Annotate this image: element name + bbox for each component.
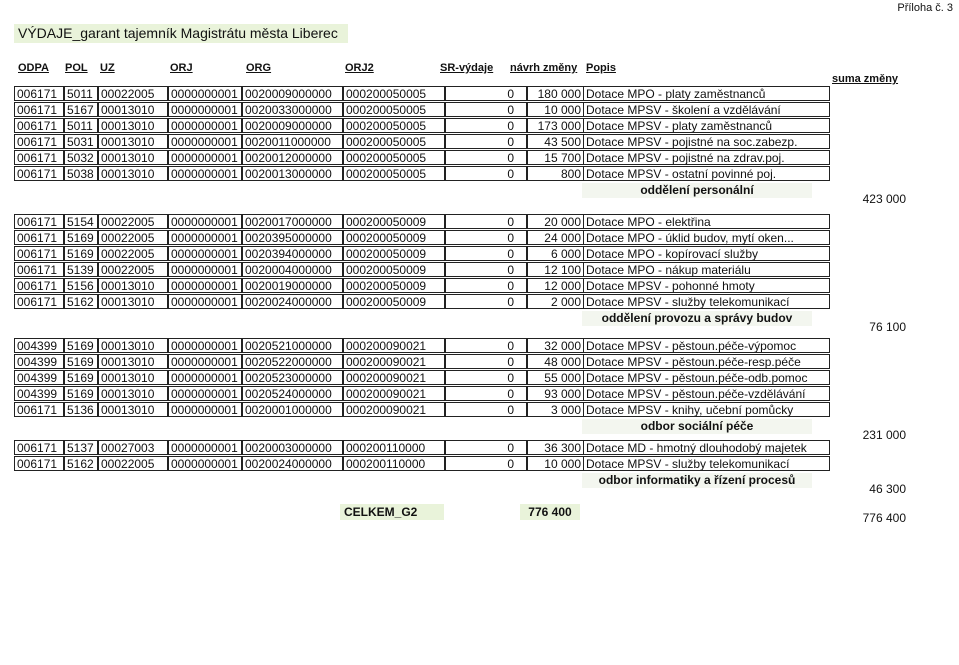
cell-orj2: 000200090021 bbox=[343, 386, 445, 401]
cell-pol: 5169 bbox=[64, 370, 98, 385]
cell-desc: Dotace MPO - úklid budov, mytí oken... bbox=[583, 230, 830, 245]
cell-odpa: 006171 bbox=[14, 134, 64, 149]
cell-desc: Dotace MPSV - pojistné na soc.zabezp. bbox=[583, 134, 830, 149]
cell-amount: 15 700 bbox=[527, 150, 583, 165]
cell-sr: 0 bbox=[445, 370, 527, 385]
cell-org: 0020011000000 bbox=[242, 134, 343, 149]
cell-odpa: 006171 bbox=[14, 294, 64, 309]
cell-pol: 5038 bbox=[64, 166, 98, 181]
cell-uz: 00013010 bbox=[98, 150, 168, 165]
cell-amount: 36 300 bbox=[527, 440, 583, 455]
header-orj2: ORJ2 bbox=[345, 62, 374, 74]
table-row bbox=[14, 402, 834, 418]
table-row bbox=[14, 166, 834, 182]
cell-org: 0020001000000 bbox=[242, 402, 343, 417]
department-label: odbor sociální péče bbox=[582, 419, 812, 434]
cell-amount: 2 000 bbox=[527, 294, 583, 309]
cell-orj2: 000200050005 bbox=[343, 102, 445, 117]
cell-odpa: 006171 bbox=[14, 278, 64, 293]
cell-odpa: 006171 bbox=[14, 102, 64, 117]
cell-orj2: 000200050005 bbox=[343, 86, 445, 101]
cell-org: 0020004000000 bbox=[242, 262, 343, 277]
cell-sr: 0 bbox=[445, 134, 527, 149]
cell-org: 0020524000000 bbox=[242, 386, 343, 401]
cell-desc: Dotace MPO - elektřina bbox=[583, 214, 830, 229]
cell-org: 0020024000000 bbox=[242, 294, 343, 309]
cell-odpa: 006171 bbox=[14, 230, 64, 245]
cell-sr: 0 bbox=[445, 354, 527, 369]
cell-orj: 0000000001 bbox=[168, 386, 242, 401]
table-row bbox=[14, 230, 834, 246]
table-row bbox=[14, 246, 834, 262]
cell-pol: 5162 bbox=[64, 456, 98, 471]
cell-orj2: 000200110000 bbox=[343, 440, 445, 455]
cell-amount: 6 000 bbox=[527, 246, 583, 261]
header-navrh-zmeny: návrh změny bbox=[510, 62, 578, 74]
cell-desc: Dotace MPSV - pěstoun.péče-odb.pomoc bbox=[583, 370, 830, 385]
cell-amount: 55 000 bbox=[527, 370, 583, 385]
cell-orj2: 000200050009 bbox=[343, 262, 445, 277]
cell-orj: 0000000001 bbox=[168, 214, 242, 229]
cell-desc: Dotace MPSV - školení a vzdělávání bbox=[583, 102, 830, 117]
group-sum: 46 300 bbox=[869, 482, 906, 496]
cell-amount: 48 000 bbox=[527, 354, 583, 369]
cell-orj: 0000000001 bbox=[168, 134, 242, 149]
cell-odpa: 006171 bbox=[14, 246, 64, 261]
cell-amount: 180 000 bbox=[527, 86, 583, 101]
cell-desc: Dotace MPSV - služby telekomunikací bbox=[583, 294, 830, 309]
cell-uz: 00013010 bbox=[98, 278, 168, 293]
cell-org: 0020019000000 bbox=[242, 278, 343, 293]
department-label: oddělení personální bbox=[582, 183, 812, 198]
header-org: ORG bbox=[246, 62, 272, 74]
cell-pol: 5156 bbox=[64, 278, 98, 293]
header-odpa: ODPA bbox=[18, 62, 49, 74]
cell-amount: 173 000 bbox=[527, 118, 583, 133]
cell-uz: 00013010 bbox=[98, 166, 168, 181]
cell-amount: 43 500 bbox=[527, 134, 583, 149]
cell-pol: 5169 bbox=[64, 338, 98, 353]
department-label: oddělení provozu a správy budov bbox=[582, 311, 812, 326]
cell-odpa: 006171 bbox=[14, 440, 64, 455]
cell-uz: 00022005 bbox=[98, 456, 168, 471]
cell-sr: 0 bbox=[445, 440, 527, 455]
cell-uz: 00013010 bbox=[98, 118, 168, 133]
cell-desc: Dotace MPO - nákup materiálu bbox=[583, 262, 830, 277]
table-row bbox=[14, 386, 834, 402]
cell-desc: Dotace MPSV - pěstoun.péče-resp.péče bbox=[583, 354, 830, 369]
cell-amount: 3 000 bbox=[527, 402, 583, 417]
cell-desc: Dotace MPSV - pojistné na zdrav.poj. bbox=[583, 150, 830, 165]
cell-sr: 0 bbox=[445, 262, 527, 277]
cell-org: 0020033000000 bbox=[242, 102, 343, 117]
cell-sr: 0 bbox=[445, 294, 527, 309]
table-row bbox=[14, 354, 834, 370]
cell-orj: 0000000001 bbox=[168, 456, 242, 471]
cell-uz: 00027003 bbox=[98, 440, 168, 455]
cell-odpa: 006171 bbox=[14, 166, 64, 181]
header-suma-zmeny: suma změny bbox=[832, 73, 899, 85]
cell-uz: 00013010 bbox=[98, 338, 168, 353]
cell-orj2: 000200090021 bbox=[343, 402, 445, 417]
cell-orj: 0000000001 bbox=[168, 370, 242, 385]
cell-pol: 5011 bbox=[64, 86, 98, 101]
cell-orj2: 000200050009 bbox=[343, 230, 445, 245]
cell-pol: 5136 bbox=[64, 402, 98, 417]
cell-sr: 0 bbox=[445, 86, 527, 101]
cell-sr: 0 bbox=[445, 118, 527, 133]
cell-pol: 5011 bbox=[64, 118, 98, 133]
cell-org: 0020024000000 bbox=[242, 456, 343, 471]
cell-pol: 5169 bbox=[64, 246, 98, 261]
header-uz: UZ bbox=[100, 62, 115, 74]
cell-uz: 00022005 bbox=[98, 262, 168, 277]
cell-org: 0020009000000 bbox=[242, 118, 343, 133]
cell-uz: 00013010 bbox=[98, 354, 168, 369]
cell-orj2: 000200050009 bbox=[343, 278, 445, 293]
cell-orj: 0000000001 bbox=[168, 338, 242, 353]
table-row bbox=[14, 278, 834, 294]
cell-sr: 0 bbox=[445, 230, 527, 245]
cell-desc: Dotace MPO - platy zaměstnanců bbox=[583, 86, 830, 101]
table-row bbox=[14, 370, 834, 386]
cell-amount: 10 000 bbox=[527, 456, 583, 471]
cell-orj2: 000200050005 bbox=[343, 166, 445, 181]
cell-odpa: 006171 bbox=[14, 150, 64, 165]
cell-sr: 0 bbox=[445, 456, 527, 471]
cell-uz: 00013010 bbox=[98, 294, 168, 309]
table-row bbox=[14, 102, 834, 118]
header-pol: POL bbox=[65, 62, 88, 74]
cell-orj: 0000000001 bbox=[168, 118, 242, 133]
cell-org: 0020013000000 bbox=[242, 166, 343, 181]
cell-orj2: 000200110000 bbox=[343, 456, 445, 471]
header-popis: Popis bbox=[586, 62, 616, 74]
cell-sr: 0 bbox=[445, 402, 527, 417]
cell-orj: 0000000001 bbox=[168, 150, 242, 165]
cell-pol: 5167 bbox=[64, 102, 98, 117]
cell-desc: Dotace MPO - kopírovací služby bbox=[583, 246, 830, 261]
cell-orj: 0000000001 bbox=[168, 230, 242, 245]
cell-orj2: 000200050005 bbox=[343, 134, 445, 149]
cell-org: 0020395000000 bbox=[242, 230, 343, 245]
total-sum: 776 400 bbox=[862, 511, 906, 525]
cell-amount: 32 000 bbox=[527, 338, 583, 353]
cell-uz: 00013010 bbox=[98, 370, 168, 385]
cell-odpa: 006171 bbox=[14, 118, 64, 133]
cell-desc: Dotace MPSV - platy zaměstnanců bbox=[583, 118, 830, 133]
cell-amount: 800 bbox=[527, 166, 583, 181]
table-row bbox=[14, 294, 834, 310]
cell-uz: 00013010 bbox=[98, 102, 168, 117]
cell-odpa: 004399 bbox=[14, 338, 64, 353]
cell-pol: 5169 bbox=[64, 230, 98, 245]
cell-desc: Dotace MPSV - pěstoun.péče-výpomoc bbox=[583, 338, 830, 353]
cell-pol: 5162 bbox=[64, 294, 98, 309]
cell-sr: 0 bbox=[445, 214, 527, 229]
cell-pol: 5032 bbox=[64, 150, 98, 165]
cell-pol: 5137 bbox=[64, 440, 98, 455]
cell-org: 0020009000000 bbox=[242, 86, 343, 101]
cell-odpa: 004399 bbox=[14, 386, 64, 401]
cell-odpa: 006171 bbox=[14, 456, 64, 471]
cell-odpa: 006171 bbox=[14, 402, 64, 417]
cell-orj: 0000000001 bbox=[168, 440, 242, 455]
cell-pol: 5169 bbox=[64, 354, 98, 369]
cell-sr: 0 bbox=[445, 102, 527, 117]
cell-orj2: 000200090021 bbox=[343, 354, 445, 369]
cell-orj: 0000000001 bbox=[168, 102, 242, 117]
total-amount: 776 400 bbox=[520, 504, 580, 520]
cell-org: 0020003000000 bbox=[242, 440, 343, 455]
table-row bbox=[14, 338, 834, 354]
cell-org: 0020394000000 bbox=[242, 246, 343, 261]
cell-desc: Dotace MPSV - pěstoun.péče-vzdělávání bbox=[583, 386, 830, 401]
cell-pol: 5139 bbox=[64, 262, 98, 277]
table-row bbox=[14, 86, 834, 102]
cell-odpa: 006171 bbox=[14, 86, 64, 101]
header-sr-vydaje: SR-výdaje bbox=[440, 62, 494, 74]
cell-orj: 0000000001 bbox=[168, 262, 242, 277]
table-row bbox=[14, 214, 834, 230]
cell-orj: 0000000001 bbox=[168, 86, 242, 101]
cell-sr: 0 bbox=[445, 278, 527, 293]
cell-orj2: 000200050009 bbox=[343, 214, 445, 229]
cell-pol: 5169 bbox=[64, 386, 98, 401]
table-row bbox=[14, 456, 834, 472]
cell-org: 0020012000000 bbox=[242, 150, 343, 165]
cell-sr: 0 bbox=[445, 246, 527, 261]
cell-desc: Dotace MD - hmotný dlouhodobý majetek bbox=[583, 440, 830, 455]
cell-amount: 20 000 bbox=[527, 214, 583, 229]
cell-orj2: 000200090021 bbox=[343, 370, 445, 385]
total-label: CELKEM_G2 bbox=[340, 504, 444, 520]
table-row bbox=[14, 262, 834, 278]
cell-amount: 12 100 bbox=[527, 262, 583, 277]
group-sum: 423 000 bbox=[862, 192, 906, 206]
cell-orj: 0000000001 bbox=[168, 354, 242, 369]
cell-uz: 00022005 bbox=[98, 214, 168, 229]
group-sum: 231 000 bbox=[862, 428, 906, 442]
table-row bbox=[14, 150, 834, 166]
cell-uz: 00013010 bbox=[98, 402, 168, 417]
cell-amount: 10 000 bbox=[527, 102, 583, 117]
cell-orj2: 000200090021 bbox=[343, 338, 445, 353]
cell-odpa: 004399 bbox=[14, 370, 64, 385]
cell-uz: 00013010 bbox=[98, 386, 168, 401]
cell-sr: 0 bbox=[445, 386, 527, 401]
cell-desc: Dotace MPSV - pohonné hmoty bbox=[583, 278, 830, 293]
cell-amount: 24 000 bbox=[527, 230, 583, 245]
cell-orj: 0000000001 bbox=[168, 278, 242, 293]
table-row bbox=[14, 118, 834, 134]
cell-pol: 5154 bbox=[64, 214, 98, 229]
cell-sr: 0 bbox=[445, 338, 527, 353]
cell-orj2: 000200050005 bbox=[343, 150, 445, 165]
cell-org: 0020017000000 bbox=[242, 214, 343, 229]
cell-odpa: 006171 bbox=[14, 214, 64, 229]
cell-odpa: 006171 bbox=[14, 262, 64, 277]
cell-orj: 0000000001 bbox=[168, 166, 242, 181]
document-title: VÝDAJE_garant tajemník Magistrátu města Liberec bbox=[14, 24, 348, 43]
cell-uz: 00022005 bbox=[98, 86, 168, 101]
cell-orj: 0000000001 bbox=[168, 246, 242, 261]
cell-uz: 00022005 bbox=[98, 230, 168, 245]
cell-sr: 0 bbox=[445, 150, 527, 165]
department-label: odbor informatiky a řízení procesů bbox=[582, 473, 812, 488]
cell-orj2: 000200050009 bbox=[343, 246, 445, 261]
cell-amount: 93 000 bbox=[527, 386, 583, 401]
cell-uz: 00013010 bbox=[98, 134, 168, 149]
cell-orj: 0000000001 bbox=[168, 402, 242, 417]
cell-amount: 12 000 bbox=[527, 278, 583, 293]
table-row bbox=[14, 134, 834, 150]
group-sum: 76 100 bbox=[869, 320, 906, 334]
cell-odpa: 004399 bbox=[14, 354, 64, 369]
cell-org: 0020521000000 bbox=[242, 338, 343, 353]
table-row bbox=[14, 440, 834, 456]
header-orj: ORJ bbox=[170, 62, 193, 74]
cell-org: 0020523000000 bbox=[242, 370, 343, 385]
cell-orj2: 000200050005 bbox=[343, 118, 445, 133]
cell-uz: 00022005 bbox=[98, 246, 168, 261]
cell-org: 0020522000000 bbox=[242, 354, 343, 369]
cell-desc: Dotace MPSV - ostatní povinné poj. bbox=[583, 166, 830, 181]
cell-desc: Dotace MPSV - služby telekomunikací bbox=[583, 456, 830, 471]
attachment-label: Příloha č. 3 bbox=[897, 2, 953, 14]
cell-desc: Dotace MPSV - knihy, učební pomůcky bbox=[583, 402, 830, 417]
cell-sr: 0 bbox=[445, 166, 527, 181]
cell-orj: 0000000001 bbox=[168, 294, 242, 309]
cell-pol: 5031 bbox=[64, 134, 98, 149]
cell-orj2: 000200050009 bbox=[343, 294, 445, 309]
